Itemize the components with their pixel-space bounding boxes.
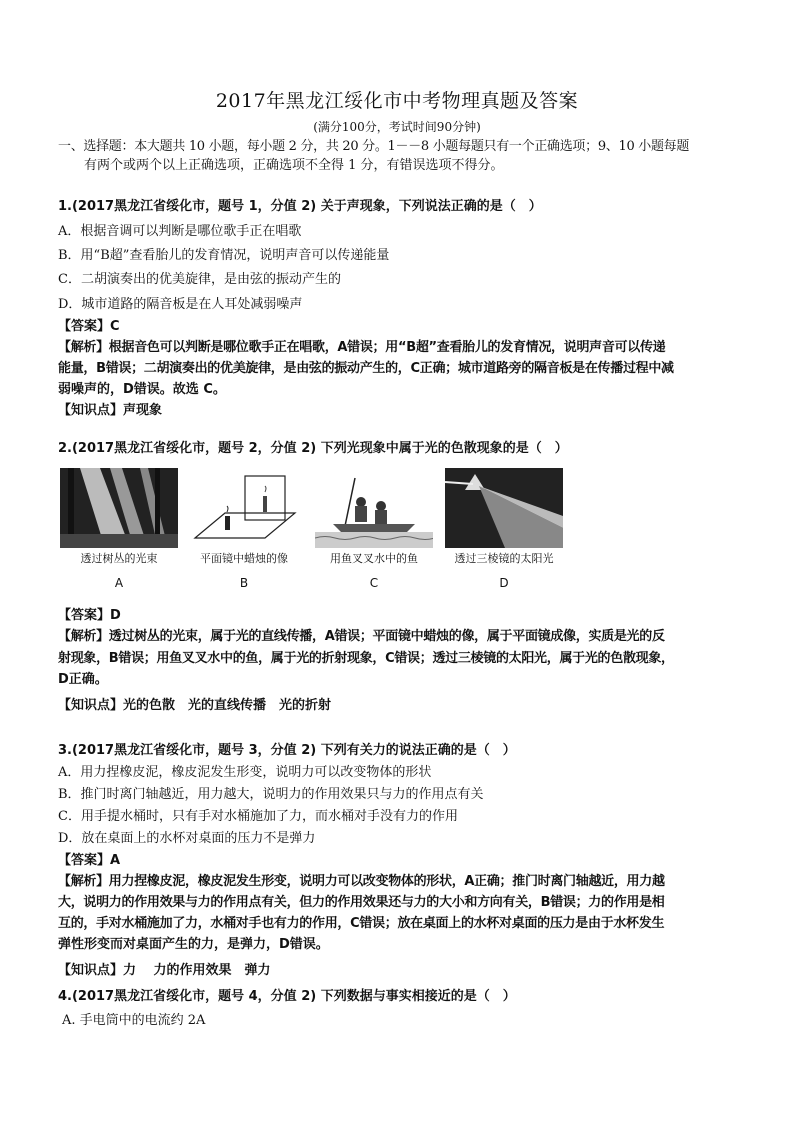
page-title: 2017年黑龙江绥化市中考物理真题及答案 (215, 90, 579, 112)
q2-figure-a (60, 468, 178, 590)
q2-figure-b-caption: 平面镜中蜡烛的像 (200, 552, 288, 565)
page-subtitle: (满分100分，考试时间90分钟) (313, 120, 481, 134)
q2-figure-a-letter: A (114, 576, 124, 590)
q2-answer: 【答案】D (58, 608, 121, 623)
q2-figure-d-caption: 透过三棱镜的太阳光 (454, 552, 554, 565)
q2-analysis-line2: 射现象，B错误；用鱼叉叉水中的鱼，属于光的折射现象，C错误；透过三棱镜的太阳光，属于光的色散现象， (58, 651, 674, 666)
q1-analysis-line3: 弱噪声的，D错误。故选 C。 (58, 382, 226, 397)
plane-mirror-candle-image (185, 468, 303, 548)
q2-figure-c (315, 468, 433, 590)
q1-option-d: D．城市道路的隔音板是在人耳处减弱噪声 (58, 297, 303, 312)
light-through-trees-image (60, 468, 178, 548)
q2-figure-d-letter: D (499, 576, 509, 590)
q1-stem-text: 1.(2017黑龙江省绥化市，题号 1，分值 2) 关于声现象，下列说法正确的是（ ） (58, 199, 542, 214)
q3-stem-text: 3.(2017黑龙江省绥化市，题号 3，分值 2) 下列有关力的说法正确的是（ ） (58, 743, 516, 758)
q3-option-b: B．推门时离门轴越近，用力越大，说明力的作用效果只与力的作用点有关 (58, 787, 484, 802)
q4-stem-text: 4.(2017黑龙江省绥化市，题号 4，分值 2) 下列数据与事实相接近的是（ ） (58, 989, 516, 1004)
q1-analysis-line1: 【解析】根据音色可以判断是哪位歌手正在唱歌，A错误；用“B超”查看胎儿的发育情况，说明声音可以传递 (58, 340, 666, 355)
q2-stem-text: 2.(2017黑龙江省绥化市，题号 2，分值 2) 下列光现象中属于光的色散现象的是（ ） (58, 441, 568, 456)
q1-knowledge: 【知识点】声现象 (58, 403, 163, 418)
q3-option-c: C．用手提水桶时，只有手对水桶施加了力，而水桶对手没有力的作用 (58, 809, 458, 824)
q3-analysis-line3: 互的，手对水桶施加了力，水桶对手也有力的作用，C错误；放在桌面上的水杯对桌面的压力是由于水杯发生 (58, 916, 665, 931)
q3-knowledge: 【知识点】力 力的作用效果 弹力 (58, 963, 271, 978)
q3-answer: 【答案】A (58, 853, 121, 868)
q2-analysis-line1: 【解析】透过树丛的光束，属于光的直线传播，A错误；平面镜中蜡烛的像，属于平面镜成像，实质是光的反 (58, 629, 665, 644)
q3-stem (58, 742, 516, 760)
prism-dispersion-image (445, 468, 563, 548)
q4-option-a: A. 手电筒中的电流约 2A (62, 1013, 206, 1028)
q2-figure-c-caption: 用鱼叉叉水中的鱼 (330, 552, 418, 565)
q2-analysis-line3: D正确。 (58, 672, 108, 687)
section-instructions-line2: 有两个或两个以上正确选项，正确选项不全得 1 分，有错误选项不得分。 (84, 158, 504, 173)
q2-figure-d (445, 468, 563, 590)
q3-analysis-line4: 弹性形变而对桌面产生的力，是弹力，D错误。 (58, 937, 329, 952)
q1-answer: 【答案】C (58, 319, 120, 334)
q3-option-a: A．用力捏橡皮泥，橡皮泥发生形变，说明力可以改变物体的形状 (58, 765, 432, 780)
q2-stem (58, 440, 568, 458)
q3-analysis-line1: 【解析】用力捏橡皮泥，橡皮泥发生形变，说明力可以改变物体的形状，A正确；推门时离门轴越近，用力越 (58, 874, 665, 889)
q1-stem (58, 198, 542, 216)
q2-figure-a-caption: 透过树丛的光束 (80, 552, 158, 565)
q2-figure-b (185, 468, 303, 590)
q1-option-a: A．根据音调可以判断是哪位歌手正在唱歌 (58, 224, 302, 239)
q1-option-b: B．用“B超”查看胎儿的发育情况，说明声音可以传递能量 (58, 248, 390, 263)
q2-figure-row (60, 468, 560, 598)
q3-analysis-line2: 大，说明力的作用效果与力的作用点有关，但力的作用效果还与力的大小和方向有关，B错误；力的作用是相 (58, 895, 665, 910)
q1-option-c: C．二胡演奏出的优美旋律，是由弦的振动产生的 (58, 272, 341, 287)
q4-stem (58, 988, 516, 1006)
section-instructions-line1: 一、选择题：本大题共 10 小题，每小题 2 分，共 20 分。1－－8 小题每题只有一个正确选项；9、10 小题每题 (58, 139, 690, 154)
q2-figure-c-letter: C (369, 576, 379, 590)
q3-option-d: D．放在桌面上的水杯对桌面的压力不是弹力 (58, 831, 316, 846)
q2-knowledge: 【知识点】光的色散 光的直线传播 光的折射 (58, 698, 332, 713)
q1-analysis-line2: 能量，B错误；二胡演奏出的优美旋律，是由弦的振动产生的，C正确；城市道路旁的隔音板是在传播过程中减 (58, 361, 674, 376)
q2-figure-b-letter: B (239, 576, 249, 590)
fish-spear-image (315, 468, 433, 548)
